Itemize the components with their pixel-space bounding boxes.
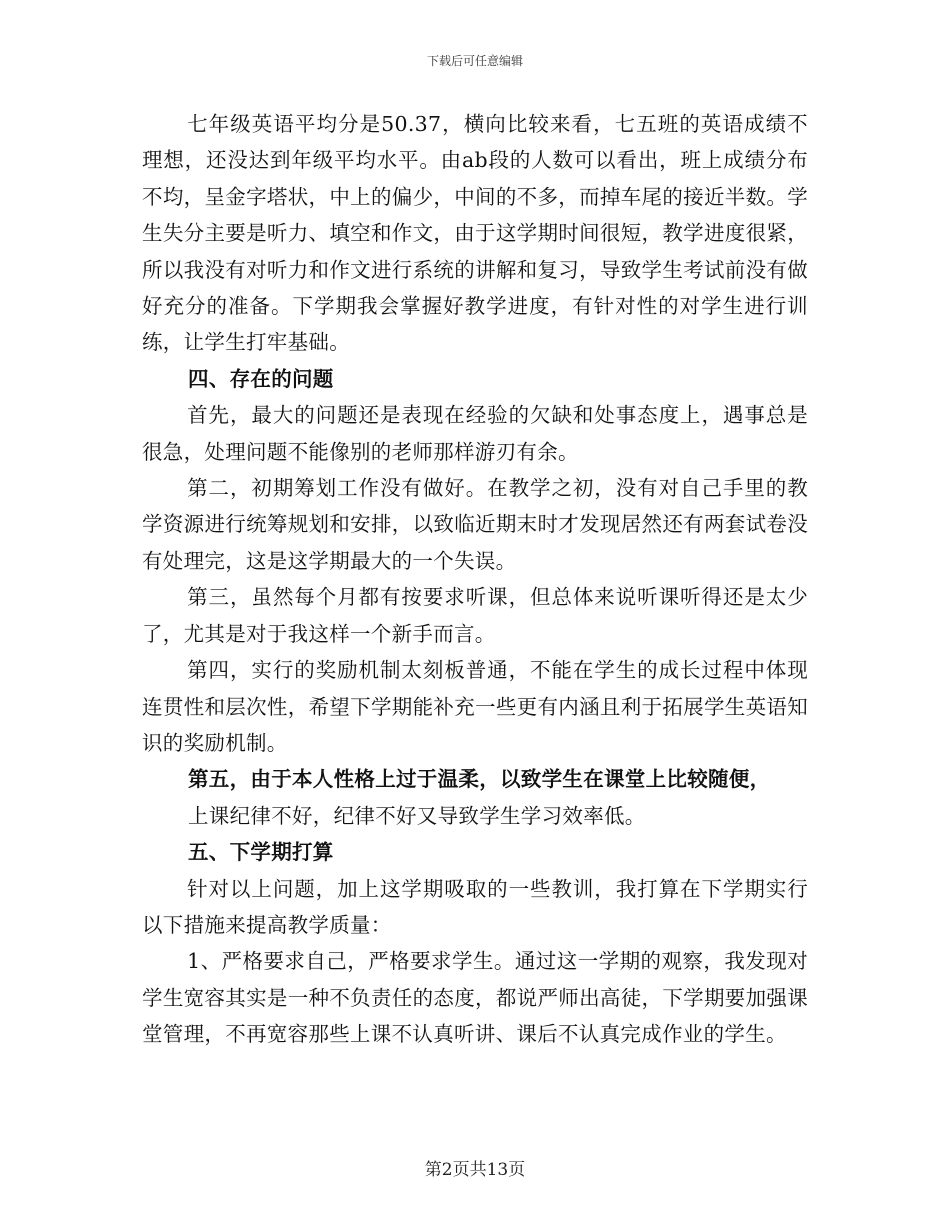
paragraph-english-score: 七年级英语平均分是50.37，横向比较来看，七五班的英语成绩不理想，还没达到年级平均水平。由ab段的人数可以看出，班上成绩分布不均，呈金字塔状，中上的偏少，中间的不多，而掉车尾的接近半数。学生失分主要是听力、填空和作文，由于这学期时间很短，教学进度很紧，所以我没有对听力和作文进行系统的讲解和复习，导致学生考试前没有做好充分的准备。下学期我会掌握好教学进度，有针对性的对学生进行训练，让学生打牢基础。 [142,112,808,355]
paragraph-problem-fifth-rest: 上课纪律不好，纪律不好又导致学生学习效率低。 [188,803,646,828]
paragraph-problem-second: 第二，初期筹划工作没有做好。在教学之初，没有对自己手里的教学资源进行统筹规划和安排，以致临近期末时才发现居然还有两套试卷没有处理完，这是这学期最大的一个失误。 [142,476,808,573]
paragraph-problem-fourth: 第四，实行的奖励机制太刻板普通，不能在学生的成长过程中体现连贯性和层次性，希望下学期能补充一些更有内涵且利于拓展学生英语知识的奖励机制。 [142,658,808,755]
section-heading-problems: 四、存在的问题 [188,366,334,391]
paragraph-plan-intro: 针对以上问题，加上这学期吸取的一些教训，我打算在下学期实行以下措施来提高教学质量： [142,876,808,937]
paragraph-problem-first: 首先，最大的问题还是表现在经验的欠缺和处事态度上，遇事总是很急，处理问题不能像别的老师那样游刃有余。 [142,403,808,464]
page-number: 第2页共13页 [424,1160,526,1180]
document-body [142,106,808,1053]
paragraph-problem-fifth-bold: 第五，由于本人性格上过于温柔，以致学生在课堂上比较随便， [188,767,771,792]
section-heading-next-term: 五、下学期打算 [188,840,334,865]
paragraph-problem-third: 第三，虽然每个月都有按要求听课，但总体来说听课听得还是太少了，尤其是对于我这样一个新手而言。 [142,585,808,646]
paragraph-plan-item-1: 1、严格要求自己，严格要求学生。通过这一学期的观察，我发现对学生宽容其实是一种不负责任的态度，都说严师出高徒，下学期要加强课堂管理，不再宽容那些上课不认真听讲、课后不认真完成作业的学生。 [142,949,808,1047]
page-header: 下载后可任意编辑 [426,54,523,68]
